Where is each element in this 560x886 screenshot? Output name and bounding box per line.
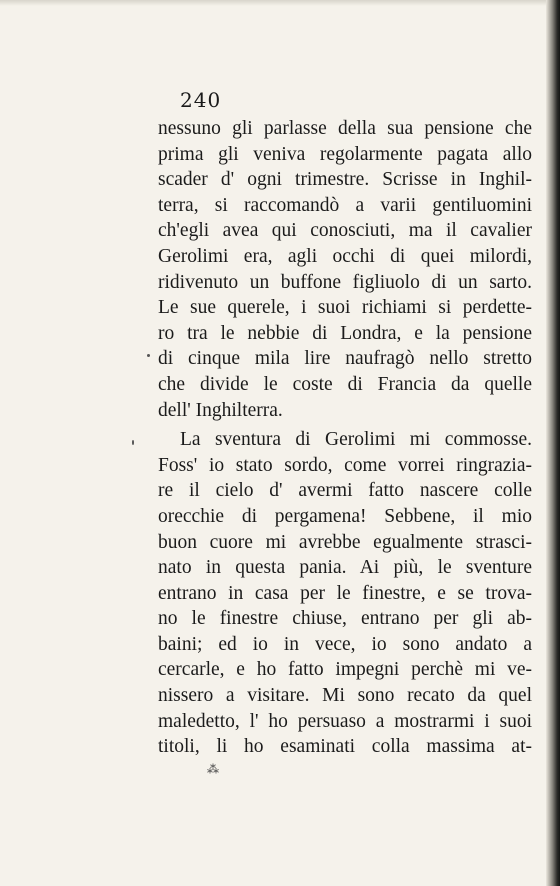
- page-binding-shadow: [546, 0, 560, 886]
- text-line: che divide le coste di Francia da quelle: [158, 373, 532, 395]
- text-line: ridivenuto un buffone figliuolo di un sarto.: [158, 271, 532, 293]
- text-line: Gerolimi era, agli occhi di quei milordi,: [158, 245, 532, 267]
- text-line: cercarle, e ho fatto impegni perchè mi ve-: [158, 659, 532, 681]
- text-line: scader d' ogni trimestre. Scrisse in Inghil-: [158, 169, 532, 191]
- text-line: titoli, li ho esaminati colla massima at-: [158, 736, 532, 758]
- text-line: nissero a visitare. Mi sono recato da quel: [158, 685, 532, 707]
- text-line: Le sue querele, i suoi richiami si perdette-: [158, 297, 532, 319]
- text-line: Foss' io stato sordo, come vorrei ringrazia-: [158, 454, 532, 476]
- text-line: ro tra le nebbie di Londra, e la pensione: [158, 322, 532, 344]
- text-line: re il cielo d' avermi fatto nascere colle: [158, 480, 532, 502]
- text-line: ch'egli avea qui conosciuti, ma il cavalier: [158, 220, 532, 242]
- ink-speck: [147, 354, 150, 357]
- text-line: buon cuore mi avrebbe egualmente strasci-: [158, 531, 532, 553]
- text-line: nessuno gli parlasse della sua pensione che: [158, 118, 532, 139]
- text-line: entrano in casa per le finestre, e se trova-: [158, 582, 532, 604]
- text-line: baini; ed io in vece, io sono andato a: [158, 633, 532, 655]
- text-line: terra, si raccomandò a varii gentiluomini: [158, 194, 532, 216]
- text-line: orecchie di pergamena! Sebbene, il mio: [158, 505, 532, 527]
- text-line: di cinque mila lire naufragò nello stretto: [158, 348, 532, 370]
- text-line: prima gli veniva regolarmente pagata allo: [158, 143, 532, 165]
- ink-speck: [132, 440, 134, 445]
- page-top-shadow: [0, 0, 560, 6]
- text-line: nato in questa pania. Ai più, le sventure: [158, 557, 532, 579]
- text-line: La sventura di Gerolimi mi commosse.: [180, 429, 532, 451]
- body-text: [158, 116, 532, 760]
- ink-blot: ⁂: [207, 762, 219, 776]
- page-number: 240: [180, 88, 222, 112]
- text-line: maledetto, l' ho persuaso a mostrarmi i suoi: [158, 710, 532, 732]
- text-line: no le finestre chiuse, entrano per gli ab-: [158, 608, 532, 630]
- text-line: dell' Inghilterra.: [158, 399, 283, 421]
